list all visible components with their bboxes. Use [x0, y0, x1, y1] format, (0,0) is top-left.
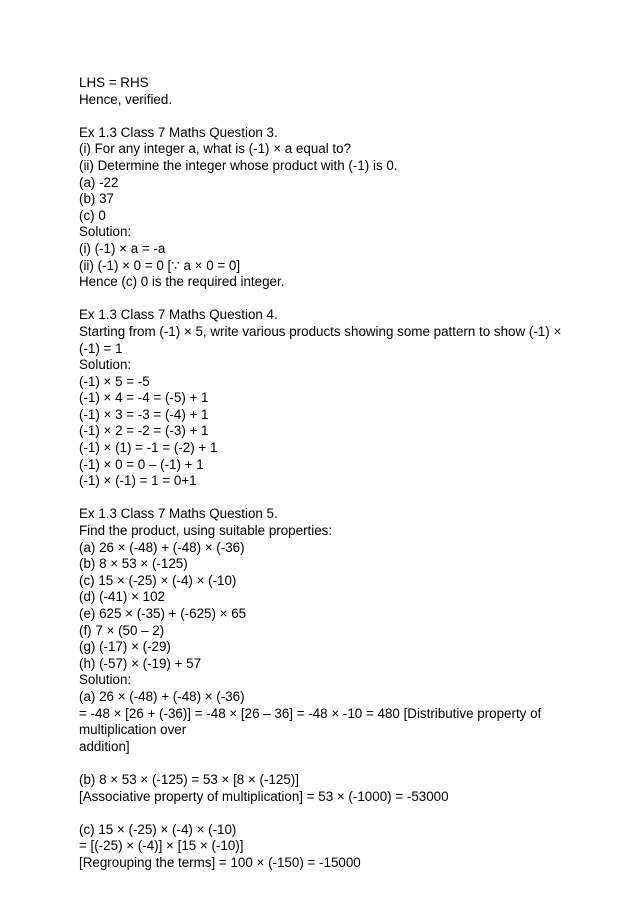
spacer	[79, 755, 569, 772]
question-3-line: (ii) (-1) × 0 = 0 [∵ a × 0 = 0]	[79, 257, 241, 273]
question-3-line: Hence (c) 0 is the required integer.	[79, 274, 285, 290]
question-5-line: Find the product, using suitable properties:	[79, 523, 333, 539]
question-5-line: (f) 7 × (50 – 2)	[79, 622, 165, 638]
question-5-part-c-line: = [(-25) × (-4)] × [15 × (-10)]	[79, 838, 244, 854]
question-3-line: (i) For any integer a, what is (-1) × a equal to?	[79, 141, 352, 157]
question-5-line: multiplication over	[79, 722, 187, 738]
question-5-part-b-line: (b) 8 × 53 × (-125) = 53 × [8 × (-125)]	[79, 771, 299, 787]
question-4-title: Ex 1.3 Class 7 Maths Question 4.	[79, 307, 278, 323]
question-5-line: (a) 26 × (-48) + (-48) × (-36)	[79, 688, 245, 704]
question-4-line: (-1) × (-1) = 1 = 0+1	[79, 473, 197, 489]
question-5-line: (g) (-17) × (-29)	[79, 639, 171, 655]
question-3	[79, 125, 569, 291]
spacer	[79, 490, 569, 507]
question-3-line: (i) (-1) × a = -a	[79, 240, 166, 256]
question-5-part-c-line: (c) 15 × (-25) × (-4) × (-10)	[79, 821, 237, 837]
question-5-line: = -48 × [26 + (-36)] = -48 × [26 – 36] = -48 × -10 = 480 [Distributive property of	[79, 705, 542, 721]
question-5-line: (e) 625 × (-35) + (-625) × 65	[79, 606, 247, 621]
question-5-line: Solution:	[79, 672, 132, 688]
question-3-line: Solution:	[79, 224, 132, 240]
question-4-line: (-1) × 0 = 0 – (-1) + 1	[79, 456, 204, 472]
question-4-line: Solution:	[79, 357, 132, 373]
question-5-part-c-line: [Regrouping the terms] = 100 × (-150) = -15000	[79, 854, 361, 870]
question-5-line: (h) (-57) × (-19) + 57	[79, 655, 202, 671]
spacer	[79, 805, 569, 822]
question-4-line: (-1) × (1) = -1 = (-2) + 1	[79, 440, 218, 456]
lhs-rhs-text: LHS = RHS	[79, 75, 149, 90]
question-4-text: Starting from (-1) × 5, write various products showing some pattern to show (-1) × (-1) = 1	[79, 323, 565, 356]
question-3-title: Ex 1.3 Class 7 Maths Question 3.	[79, 124, 278, 140]
document-page	[79, 75, 569, 872]
question-4-line: (-1) × 3 = -3 = (-4) + 1	[79, 406, 209, 422]
spacer	[79, 108, 569, 125]
question-5-line: (a) 26 × (-48) + (-48) × (-36)	[79, 539, 245, 555]
question-3-line: (a) -22	[79, 174, 119, 190]
question-3-line: (b) 37	[79, 191, 114, 207]
spacer	[79, 291, 569, 308]
question-4-line: (-1) × 4 = -4 = (-5) + 1	[79, 390, 209, 406]
question-5-part-b-line: [Associative property of multiplication] = 53 × (-1000) = -53000	[79, 788, 449, 804]
question-5-line: addition]	[79, 738, 130, 754]
question-5-line: (c) 15 × (-25) × (-4) × (-10)	[79, 572, 237, 588]
question-5	[79, 506, 569, 871]
question-4	[79, 307, 569, 490]
question-5-title: Ex 1.3 Class 7 Maths Question 5.	[79, 506, 278, 522]
question-3-line: (ii) Determine the integer whose product with (-1) is 0.	[79, 157, 398, 173]
question-5-line: (b) 8 × 53 × (-125)	[79, 556, 188, 572]
verified-text: Hence, verified.	[79, 91, 173, 107]
question-4-line: (-1) × 2 = -2 = (-3) + 1	[79, 423, 209, 439]
question-5-line: (d) (-41) × 102	[79, 589, 165, 605]
question-3-line: (c) 0	[79, 207, 106, 223]
question-4-line: (-1) × 5 = -5	[79, 373, 150, 389]
